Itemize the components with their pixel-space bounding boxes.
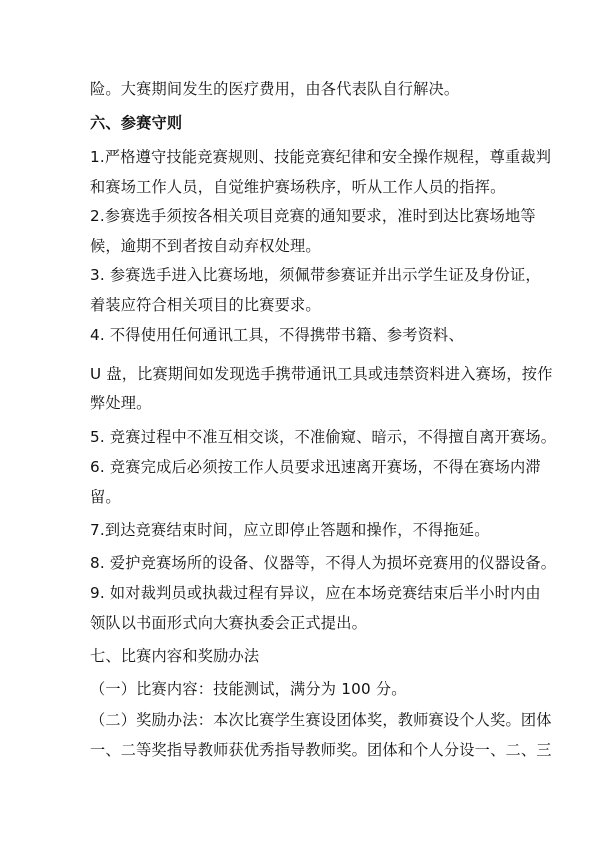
paragraph-line: 弊处理。: [90, 394, 152, 412]
paragraph-line: 9. 如对裁判员或执裁过程有异议，应在本场竞赛结束后半小时内由: [90, 584, 541, 602]
paragraph-line: 1.严格遵守技能竞赛规则、技能竞赛纪律和安全操作规程，尊重裁判: [90, 148, 552, 166]
paragraph-line: 领队以书面形式向大赛执委会正式提出。: [90, 614, 367, 632]
paragraph-line: 2.参赛选手须按各相关项目竞赛的通知要求，准时到达比赛场地等: [90, 207, 536, 225]
paragraph-line: （二）奖励办法：本次比赛学生赛设团体奖，教师赛设个人奖。团体: [90, 711, 552, 729]
paragraph-line: 和赛场工作人员，自觉维护赛场秩序，听从工作人员的指挥。: [90, 178, 506, 196]
paragraph-line: U 盘，比赛期间如发现选手携带通讯工具或违禁资料进入赛场，按作: [90, 365, 553, 383]
paragraph-line: 险。大赛期间发生的医疗费用，由各代表队自行解决。: [90, 80, 460, 98]
section-heading-rules: 六、参赛守则: [90, 114, 183, 132]
paragraph-line: 7.到达竞赛结束时间，应立即停止答题和操作，不得拖延。: [90, 521, 490, 539]
paragraph-line: 着装应符合相关项目的比赛要求。: [90, 296, 321, 314]
paragraph-line: 候，逾期不到者按自动弃权处理。: [90, 237, 321, 255]
section-heading-content: 七、比赛内容和奖励办法: [90, 647, 260, 665]
paragraph-line: 留。: [90, 488, 121, 506]
paragraph-line: 一、二等奖指导教师获优秀指导教师奖。团体和个人分设一、二、三: [90, 741, 552, 759]
paragraph-line: 4. 不得使用任何通讯工具，不得携带书籍、参考资料、: [90, 326, 464, 344]
paragraph-line: 3. 参赛选手进入比赛场地，须佩带参赛证并出示学生证及身份证，: [90, 266, 541, 284]
paragraph-line: 5. 竞赛过程中不准互相交谈，不准偷窥、暗示，不得擅自离开赛场。: [90, 428, 557, 446]
paragraph-line: 6. 竞赛完成后必须按工作人员要求迅速离开赛场，不得在赛场内滞: [90, 458, 541, 476]
paragraph-line: 8. 爱护竞赛场所的设备、仪器等，不得人为损坏竞赛用的仪器设备。: [90, 554, 557, 572]
paragraph-line: （一）比赛内容：技能测试，满分为 100 分。: [90, 680, 407, 698]
